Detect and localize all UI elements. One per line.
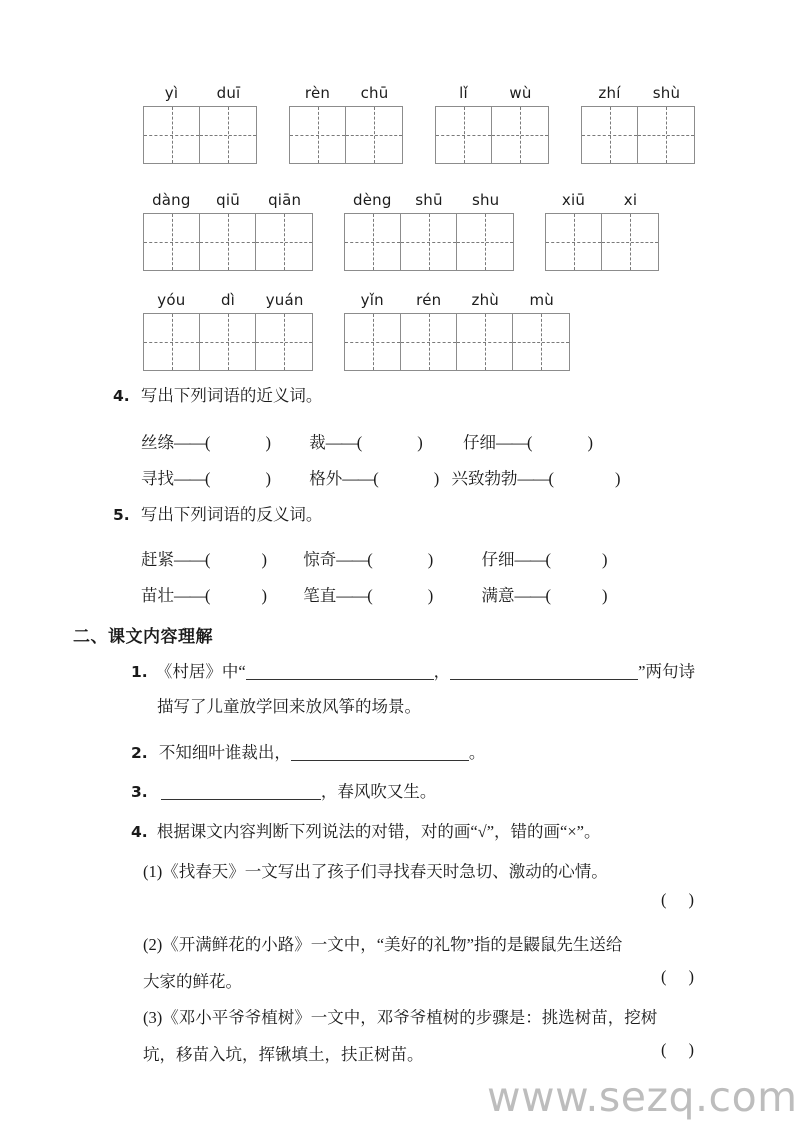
antonym-pair[interactable] [482,582,608,606]
judgement-text: 《邓小平爷爷植树》一文中，邓爷爷植树的步骤是：挑选树苗，挖树 [162,1008,658,1027]
tianzige-cell[interactable] [401,314,457,370]
judgement-item-2-line2 [143,967,242,997]
tianzige-cell[interactable] [492,107,548,163]
tianzige-cell[interactable] [546,214,602,270]
pinyin-syllable: xi [623,191,638,209]
tianzige-cell[interactable] [513,314,569,370]
pair-dash: ——( [517,469,553,488]
pinyin-syllable: yì [164,84,179,102]
question-5-row-2 [141,582,608,606]
tianzige-cell[interactable] [602,214,658,270]
pair-word: 苗壮 [141,586,174,605]
pair-dash: ——( [174,550,210,569]
tianzige-cell[interactable] [290,107,346,163]
tianzige-cell[interactable] [436,107,492,163]
tianzige-grid[interactable] [344,313,570,371]
pair-word: 满意 [481,586,515,605]
pair-word: 兴致勃勃 [451,469,518,488]
pair-dash: ——( [174,469,210,488]
pinyin-syllable: shū [415,191,443,209]
question-prompt-text: 写出下列词语的反义词。 [140,505,323,524]
tianzige-grid[interactable] [581,106,695,164]
pair-close-paren: ) [261,550,267,569]
pinyin-row-2 [143,185,659,271]
synonym-pair[interactable] [309,429,423,453]
tianzige-cell[interactable] [256,314,312,370]
antonym-pair[interactable] [303,582,433,606]
pinyin-syllable: qiān [268,191,302,209]
judgement-label: (3) [143,1008,163,1027]
pinyin-row-1 [143,78,695,164]
tianzige-grid[interactable] [344,213,514,271]
tianzige-grid[interactable] [435,106,549,164]
pinyin-syllable: shu [471,191,500,209]
pair-word: 裁 [309,433,326,452]
judgement-item-1-line1 [143,857,608,887]
paren-close: ) [688,967,716,986]
tianzige-cell[interactable] [256,214,312,270]
pinyin-syllable: zhí [598,84,621,102]
pinyin-group [289,78,403,164]
question-prompt-text: 根据课文内容判断下列说法的对错，对的画“√”，错的画“×”。 [156,822,601,841]
pair-word: 惊奇 [303,550,337,569]
poem-suffix: ”两句诗 [638,662,695,681]
pinyin-syllable: dì [220,291,236,309]
pair-dash: ——( [174,586,210,605]
paren-close: ) [688,890,716,909]
antonym-pair[interactable] [141,582,267,606]
pinyin-syllable: zhù [471,291,499,309]
pair-word: 丝绦 [141,433,174,452]
pinyin-group [143,285,313,371]
fill-blank[interactable] [291,742,469,761]
judgement-answer-box-1[interactable] [661,890,716,910]
pinyin-syllable: yǐn [360,291,384,309]
synonym-pair[interactable] [141,429,271,453]
pinyin-syllable: yóu [157,291,186,309]
question-4-row-1 [141,429,593,453]
pair-close-paren: ) [427,550,434,569]
fill-blank[interactable] [161,781,321,800]
question-5-prompt [113,500,322,530]
fill-blank[interactable] [450,661,638,680]
pinyin-syllable: shù [652,84,681,102]
poem-line-text: 不知细叶谁裁出， [158,743,291,762]
pair-close-paren: ) [602,586,608,605]
tianzige-grid[interactable] [143,106,257,164]
pinyin-syllable: wù [509,84,532,102]
pinyin-row-3 [143,285,570,371]
question-4-prompt [113,381,322,411]
pinyin-syllable: rèn [304,84,331,102]
pinyin-syllable: lǐ [459,84,468,102]
tianzige-cell[interactable] [144,314,200,370]
paren-open: ( [661,967,689,986]
pinyin-syllable: mù [529,291,555,309]
pair-dash: ——( [336,550,372,569]
question-number: 2. [131,744,148,762]
tianzige-grid[interactable] [143,213,313,271]
paren-close: ) [688,1040,716,1059]
question-number: 5. [113,506,130,524]
question-4-row-2 [141,465,621,489]
question-number: 4. [131,823,148,841]
pair-dash: ——( [174,433,210,452]
pinyin-group [143,78,257,164]
section2-item-1-line2 [157,692,421,722]
question-description: 描写了儿童放学回来放风筝的场景。 [157,697,421,716]
pair-close-paren: ) [433,469,440,488]
tianzige-cell[interactable] [457,314,513,370]
question-prompt-text: 写出下列词语的近义词。 [140,386,323,405]
pinyin-group [545,185,659,271]
pair-close-paren: ) [265,433,271,452]
section2-item-4-prompt [131,817,600,847]
pair-dash: ——( [496,433,532,452]
poem-citation: 《村居》中“ [155,662,246,681]
tianzige-cell[interactable] [638,107,694,163]
tianzige-grid[interactable] [143,313,313,371]
pinyin-group [435,78,549,164]
tianzige-cell[interactable] [200,214,256,270]
pinyin-syllable: qiū [216,191,240,209]
tianzige-cell[interactable] [346,107,402,163]
pair-close-paren: ) [615,469,621,488]
section2-item-1-line1 [131,657,695,687]
paren-open: ( [661,1040,689,1059]
pair-close-paren: ) [427,586,434,605]
pinyin-group [581,78,695,164]
tianzige-cell[interactable] [144,214,200,270]
judgement-item-3-line2 [143,1040,424,1070]
pair-word: 仔细 [463,433,496,452]
pair-word: 寻找 [141,469,174,488]
synonym-pair[interactable] [141,465,271,489]
pinyin-syllable: chū [360,84,389,102]
pair-dash: ——( [325,433,362,452]
antonym-pair[interactable] [141,546,267,570]
pair-close-paren: ) [265,469,271,488]
judgement-label: (2) [143,935,163,954]
question-number: 1. [131,663,148,681]
period-mark: 。 [468,743,486,762]
pair-close-paren: ) [602,550,608,569]
antonym-pair[interactable] [303,546,433,570]
tianzige-cell[interactable] [345,314,401,370]
pinyin-syllable: dèng [353,191,392,209]
comma-separator: ， [433,662,451,681]
section2-item-3 [131,777,436,807]
tianzige-cell[interactable] [345,214,401,270]
tianzige-grid[interactable] [545,213,659,271]
pair-close-paren: ) [261,586,267,605]
tianzige-grid[interactable] [289,106,403,164]
pair-word: 笔直 [303,586,337,605]
tianzige-cell[interactable] [144,107,200,163]
antonym-pair[interactable] [482,546,608,570]
tianzige-cell[interactable] [401,214,457,270]
site-watermark: www.sezq.com [487,1073,798,1121]
judgement-answer-box-3[interactable] [661,1040,716,1060]
fill-blank[interactable] [246,661,434,680]
pair-word: 格外 [309,469,343,488]
pinyin-syllable: duī [216,84,241,102]
pinyin-group [344,285,570,371]
question-number: 3. [131,783,148,801]
tianzige-cell[interactable] [582,107,638,163]
pinyin-group [143,185,313,271]
question-number: 4. [113,387,130,405]
section-2-heading: 二、课文内容理解 [73,627,213,646]
judgement-text: 《找春天》一文写出了孩子们寻找春天时急切、激动的心情。 [162,862,608,881]
poem-line-suffix: ，春风吹又生。 [320,782,437,801]
synonym-pair[interactable] [309,465,439,489]
judgement-item-3-line1 [143,1003,657,1033]
pair-close-paren: ) [587,433,593,452]
pinyin-group [344,185,514,271]
tianzige-cell[interactable] [200,314,256,370]
pair-dash: ——( [336,586,372,605]
pinyin-syllable: yuán [265,291,304,309]
pair-dash: ——( [342,469,378,488]
judgement-text: 《开满鲜花的小路》一文中，“美好的礼物”指的是鼹鼠先生送给 [162,935,623,954]
pair-word: 赶紧 [141,550,174,569]
pinyin-syllable: dàng [152,191,191,209]
synonym-pair[interactable] [452,465,621,489]
judgement-label: (1) [143,862,163,881]
judgement-answer-box-2[interactable] [661,967,716,987]
section2-item-2 [131,738,485,768]
tianzige-cell[interactable] [200,107,256,163]
tianzige-cell[interactable] [457,214,513,270]
pinyin-syllable: rén [416,291,442,309]
pair-dash: ——( [514,550,550,569]
pair-close-paren: ) [417,433,423,452]
question-5-row-1 [141,546,608,570]
pair-dash: ——( [514,586,550,605]
pair-word: 仔细 [481,550,515,569]
judgement-item-2-line1 [143,930,622,960]
judgement-text-cont: 坑，移苗入坑，挥锹填土，扶正树苗。 [143,1045,424,1064]
synonym-pair[interactable] [463,429,593,453]
pinyin-syllable: xiū [561,191,586,209]
paren-open: ( [661,890,689,909]
judgement-text-cont: 大家的鲜花。 [143,972,242,991]
